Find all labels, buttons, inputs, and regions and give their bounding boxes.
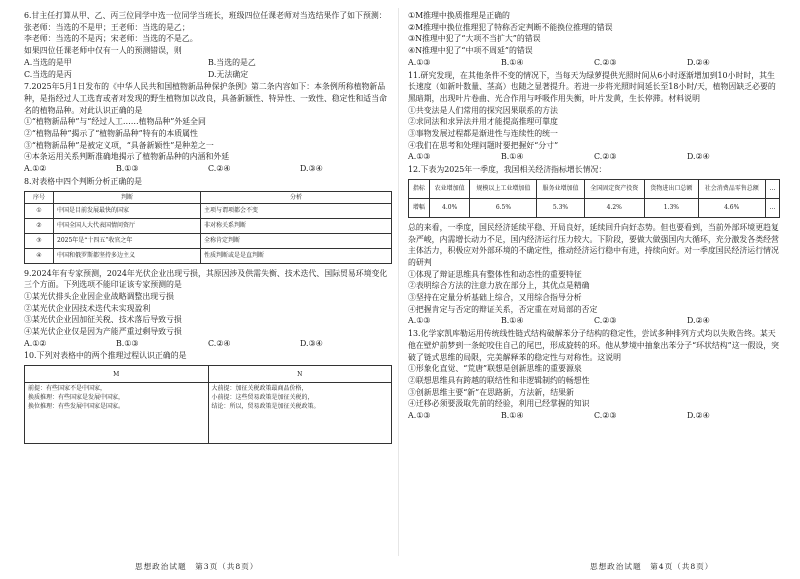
table-row <box>25 383 392 444</box>
table-cell: ② <box>25 218 54 233</box>
table-cell: 中国和俄罗斯都坚持多边主义 <box>54 248 201 263</box>
option: C.②③ <box>594 152 617 162</box>
page-footer-left: 思想政治试题 第3页（共8页） <box>135 562 259 571</box>
table-header: N <box>208 366 392 383</box>
question-13 <box>408 328 780 422</box>
table-cell: 2025年是“十四五”收官之年 <box>54 233 201 248</box>
question-7 <box>24 81 392 175</box>
question-6 <box>24 10 392 80</box>
q13-stem: 13.化学家凯库勒运用传统线性链式结构破解苯分子结构的稳定性，尝试多种排列方式均以失败告终。某天他在壁炉前梦到一条蛇咬住自己的尾巴，形成旋转的环。他从梦境中抽象出苯分子“环状结构”这一假设，突破了链式思维的局限，完美解释苯的稳定性与对称性。这说明 <box>408 329 780 362</box>
m-line: 换质推理：有些国家是发展中国家， <box>28 394 125 402</box>
option: D.②④ <box>687 411 710 421</box>
table-cell: 增幅 <box>409 198 430 217</box>
q10-item: ③N推理中犯了“大项不当扩大”的错误 <box>408 34 541 44</box>
q10-item: ②M推理中换位推理犯了特称否定判断不能换位推理的错误 <box>408 22 613 32</box>
option: A.①③ <box>408 152 431 162</box>
option: C.②③ <box>594 57 617 67</box>
table-cell: 非对称关系判断 <box>201 218 392 233</box>
q13-item: ①形象化直觉、“荒唐”联想是创新思维的重要源泉 <box>408 364 582 374</box>
table-cell: 4.0% <box>429 198 470 217</box>
q13-item: ③创新思维主要“新”在思路新，方法新，结果新 <box>408 387 574 397</box>
question-10 <box>24 350 392 444</box>
table-cell: 4.6% <box>698 198 765 217</box>
q7-item: ②“植物品种”揭示了“植物新品种”特有的本质属性 <box>24 129 198 139</box>
page-divider <box>398 8 399 556</box>
table-header: 规模以上工业增加值 <box>470 179 537 198</box>
option: B.①④ <box>501 152 524 162</box>
table-cell: 中国全国人大代表国情问资厅 <box>54 218 201 233</box>
option: B.①③ <box>116 164 139 174</box>
option: B.①④ <box>501 411 524 421</box>
table-header: … <box>765 179 779 198</box>
table-cell: 6.5% <box>470 198 537 217</box>
option: D.③④ <box>300 164 323 174</box>
option: A.①③ <box>408 411 431 421</box>
option: B.①④ <box>501 316 524 326</box>
table-cell: 5.3% <box>537 198 584 217</box>
option: B.①④ <box>501 57 524 67</box>
table-cell: 全称肯定判断 <box>201 233 392 248</box>
option: D.③④ <box>300 338 323 348</box>
option: C.②④ <box>208 338 231 348</box>
q11-options <box>408 151 780 163</box>
q7-item: ③“植物新品种”是被定义项，“具备新颖性”是种差之一 <box>24 140 214 150</box>
table-header: M <box>25 366 209 383</box>
q13-item: ④迁移必须要汲取先前的经验，利用已经掌握的知识 <box>408 399 590 409</box>
n-line: 大前提：加征关税政策最商品价格， <box>211 385 308 393</box>
table-cell: 中国是目前发展最快的国家 <box>54 203 201 218</box>
question-12 <box>408 164 780 327</box>
table-cell: 性质判断或是是直判断 <box>201 248 392 263</box>
option: C.②③ <box>594 316 617 326</box>
option: B.当选的是乙 <box>208 57 256 67</box>
q9-stem: 9.2024年有专家预测，2024年光伏企业出现亏损，其原因涉及供需失衡、技术迭代、国际贸易环境变化三个方面。下列选项不能印证该专家预测的是 <box>24 268 388 290</box>
table-header: 农业增加值 <box>429 179 470 198</box>
table-cell: ③ <box>25 233 54 248</box>
q6-options <box>24 57 392 80</box>
q6-line: 张老师：当选的不是甲；王老师：当选的是乙； <box>24 22 190 32</box>
table-row <box>25 233 392 248</box>
option: C.当选的是丙 <box>24 69 72 79</box>
q12-item: ③坚持在定量分析基础上综合，又用综合指导分析 <box>408 293 582 303</box>
q9-options <box>24 338 392 350</box>
table-header: 社会消费品零售总额 <box>698 179 765 198</box>
table-cell: … <box>765 198 779 217</box>
table-row <box>25 248 392 263</box>
q13-options <box>408 410 780 422</box>
n-line: 结论：所以，贸易政策是加征关税政策。 <box>211 403 320 411</box>
q7-options <box>24 163 392 175</box>
q12-item: ①体现了辩证思维具有整体性和动态性的重要特征 <box>408 269 582 279</box>
option: A.当选的是甲 <box>24 57 72 67</box>
table-cell: 1.3% <box>644 198 698 217</box>
question-8 <box>24 176 392 264</box>
table-header: 全国固定资产投资 <box>584 179 644 198</box>
table-cell: ① <box>25 203 54 218</box>
q12-table <box>408 179 780 218</box>
q12-options <box>408 315 780 327</box>
question-11 <box>408 70 780 164</box>
q13-item: ②联想思维具有跨越的联结性和非逻辑制约的畅想性 <box>408 375 590 385</box>
table-cell-n <box>208 383 392 444</box>
question-9 <box>24 268 392 350</box>
q6-line: 如果四位任课老师中仅有一人的预测错误，则 <box>24 46 182 56</box>
n-line: 小前提：这些贸易政策是加征关税的， <box>211 394 314 402</box>
option: C.②③ <box>594 411 617 421</box>
table-header: 序号 <box>25 191 54 203</box>
q12-item: ④把握肯定与否定的辩证关系，否定重在对局部的否定 <box>408 304 598 314</box>
question-10-continued <box>408 10 780 69</box>
q9-item: ③某光伏企业因加征关税、技术落后导致亏损 <box>24 315 182 325</box>
m-line: 换位推理：有些发展中国家是国家。 <box>28 403 125 411</box>
q11-item: ④我们在思考和处理问题时要把握好“分寸” <box>408 140 559 150</box>
option: D.②④ <box>687 152 710 162</box>
table-header: 判断 <box>54 191 201 203</box>
q12-item: ②表明综合方法的注意力放在部分上，其优点是精确 <box>408 281 590 291</box>
option: A.①② <box>24 164 47 174</box>
q8-stem: 8.对表格中四个判断分析正确的是 <box>24 176 142 186</box>
q10-table <box>24 365 392 444</box>
option: D.②④ <box>687 57 710 67</box>
table-header: 分析 <box>201 191 392 203</box>
table-cell: 4.2% <box>584 198 644 217</box>
q11-stem: 11.研究发现，在其他条件不变的情况下，当每天为绿萝提供光照时间从6小时逐渐增加到10小时时，其生长速度（如新叶数量、茎高）也随之显著提升。若进一步将光照时间延长至18小时/天，植物因缺乏必要的黑暗期，出现叶片卷曲、光合作用与呼吸作用失衡，叶片发黄，生长停滞。材料说明 <box>408 70 776 103</box>
option: A.①② <box>24 338 47 348</box>
table-cell: 主项与谓项都会不变 <box>201 203 392 218</box>
option: D.无法确定 <box>208 69 249 79</box>
q11-item: ②求同法和求异法并用才能提高推理可靠度 <box>408 117 558 127</box>
page-footer-right: 思想政治试题 第4页（共8页） <box>590 562 714 571</box>
table-cell-m <box>25 383 209 444</box>
option: C.②④ <box>208 164 231 174</box>
q9-item: ②某光伏企业因技术迭代未实现盈利 <box>24 303 151 313</box>
q11-item: ①共变法是人们常用的探究因果联系的方法 <box>408 105 558 115</box>
q12-stem: 12.下表为2025年一季度，我国相关经济指标增长情况： <box>408 165 607 175</box>
q10-stem: 10.下列对表格中的两个推理过程认识正确的是 <box>24 351 187 361</box>
table-row <box>25 203 392 218</box>
q11-item: ③事物发展过程都是渐进性与连续性的统一 <box>408 129 558 139</box>
q7-item: ①“植物新品种”与“经过人工……植物品种”外延全同 <box>24 117 206 127</box>
q6-stem: 6.甘主任打算从甲、乙、丙三位同学中选一位同学当班长，班级四位任课老师对当选结果作了如下预测： <box>24 11 387 20</box>
q7-stem: 7.2025年5月1日发布的《中华人民共和国植物新品种保护条例》第二条内容如下：本条例所称植物新品种，是指经过人工选育或者对发现的野生植物加以改良，具备新颖性、特异性、一致性、稳定性和适当命名的植物品种。对此认识正确的是 <box>24 82 387 115</box>
q12-text: 总的来看，一季度，国民经济延续平稳、开局良好，延续回升向好态势。但也要看到，当前外部环境更趋复杂严峻，内需增长动力不足，国内经济运行压力较大。下阶段，要做大做强国内大循环，充分激发各类经营主体活力，积极应对外部环境的不确定性，推动经济运行稳中有进，持续向好。对一季度国民经济运行情况的研判 <box>408 222 779 267</box>
table-header: 指标 <box>409 179 430 198</box>
table-row <box>25 218 392 233</box>
page-3 <box>24 10 392 579</box>
table-row <box>409 198 780 217</box>
option: B.①③ <box>116 338 139 348</box>
table-header: 货物进出口总额 <box>644 179 698 198</box>
q7-item: ④本条运用关系判断准确地揭示了植物新品种的内涵和外延 <box>24 152 230 162</box>
table-header: 服务业增加值 <box>537 179 584 198</box>
option: A.①③ <box>408 316 431 326</box>
option: A.①③ <box>408 57 431 67</box>
option: D.②④ <box>687 316 710 326</box>
q10-item: ④N推理中犯了“中项不周延”的错误 <box>408 46 533 56</box>
q9-item: ④某光伏企业仅是因为产能严重过剩导致亏损 <box>24 327 182 337</box>
q10-options <box>408 57 780 69</box>
page-4 <box>408 10 780 579</box>
q10-item: ①M推理中换质推理是正确的 <box>408 11 510 20</box>
table-cell: ④ <box>25 248 54 263</box>
q9-item: ①某光伏排头企业因企业战略调整出现亏损 <box>24 291 174 301</box>
m-line: 前提：有些国家不是中国家， <box>28 385 107 393</box>
q6-line: 李老师：当选的不是丙；宋老师：当选的不是乙。 <box>24 34 198 44</box>
q8-table <box>24 191 392 264</box>
